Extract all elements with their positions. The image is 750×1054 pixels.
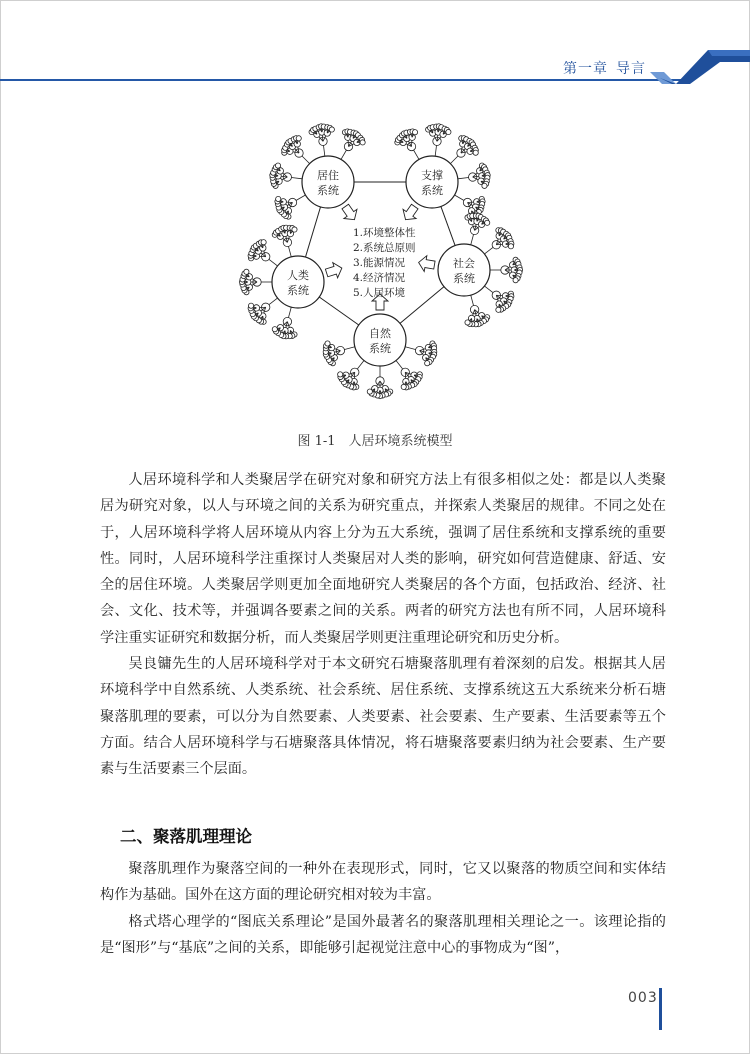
connector-line — [305, 207, 320, 257]
page-number-bar — [659, 988, 662, 1030]
paragraph: 吴良镛先生的人居环境科学对于本文研究石塘聚落肌理有着深刻的启发。根据其人居环境科学中自然系统、人类系统、社会系统、居住系统、支撑系统这五大系统来分析石塘聚落肌理的要素，可以分为自然要素、人类要素、社会要素、生产要素、生活要素等五个方面。结合人居环境科学与石塘聚落具体情况，将石塘聚落要素归纳为社会要素、生产要素与生活要素三个层面。 — [100, 656, 666, 778]
node-label-line1: 人类 — [287, 269, 309, 282]
paragraph: 人居环境科学和人类聚居学在研究对象和研究方法上有很多相似之处：都是以人类聚居为研究对象，以人与环境之间的关系为研究重点，并探索人类聚居的规律。不同之处在于，人居环境科学将人居环境从内容上分为五大系统，强调了居住系统和支撑系统的重要性。同时，人居环境科学注重探讨人类聚居对人类的影响，研究如何营造健康、舒适、安全的居住环境。人类聚居学则更加全面地研究人类聚居的各个方面，包括政治、经济、社会、文化、技术等，并强调各要素之间的关系。两者的研究方法也有所不同，人居环境科学注重实证研究和数据分析，而人类聚居学则更注重理论研究和历史分析。 — [100, 472, 666, 646]
chapter-label: 第一章 — [563, 61, 608, 77]
node-circle — [354, 314, 406, 366]
paragraph: 格式塔心理学的“图底关系理论”是国外最著名的聚落肌理相关理论之一。该理论指的是“图形”与“基底”之间的关系，即能够引起视觉注意中心的事物成为“图”， — [100, 913, 666, 956]
system-model-figure — [210, 98, 530, 423]
figure-caption — [0, 430, 750, 449]
connector-line — [441, 206, 455, 245]
running-header — [0, 50, 750, 80]
node-label-line2: 系统 — [421, 184, 443, 197]
chevron-decoration-icon — [650, 50, 750, 84]
node-label-line1: 居住 — [317, 169, 339, 182]
arrow-icon — [419, 256, 435, 272]
principle-item: 2.系统总原则 — [353, 242, 416, 254]
node-support — [395, 124, 490, 219]
node-label-line2: 系统 — [369, 342, 391, 355]
header-rule — [0, 79, 690, 81]
chapter-heading — [563, 58, 646, 78]
node-circle — [272, 256, 324, 308]
node-human — [239, 225, 324, 339]
body-text-1 — [100, 467, 666, 783]
node-residence — [270, 124, 365, 219]
node-label-line2: 系统 — [317, 184, 339, 197]
body-text-2 — [100, 856, 666, 961]
arrow-icon — [325, 263, 341, 278]
section-title: 二、聚落肌理理论 — [120, 827, 252, 846]
node-label-line1: 支撑 — [421, 169, 443, 182]
figure-label: 图 1-1 — [297, 434, 336, 449]
arrow-icon — [403, 204, 418, 219]
principle-item: 1.环境整体性 — [353, 227, 416, 239]
chapter-title: 导言 — [616, 61, 646, 77]
paragraph: 聚落肌理作为聚落空间的一种外在表现形式，同时，它又以聚落的物质空间和实体结构作为基础。国外在这方面的理论研究相对较为丰富。 — [100, 861, 666, 904]
figure-title: 人居环境系统模型 — [348, 434, 453, 449]
principle-item: 3.能源情况 — [353, 257, 406, 269]
connector-line — [400, 287, 444, 324]
node-circle — [438, 244, 490, 296]
connector-line — [319, 297, 359, 325]
page-number: 003 — [628, 990, 658, 1006]
arrow-icon — [342, 204, 357, 219]
node-circle — [406, 156, 458, 208]
principle-item: 4.经济情况 — [353, 272, 406, 284]
node-circle — [302, 156, 354, 208]
node-label-line2: 系统 — [453, 272, 475, 285]
node-social — [438, 213, 523, 327]
node-nature — [323, 314, 437, 399]
node-label-line1: 社会 — [453, 257, 475, 270]
node-label-line1: 自然 — [369, 327, 391, 340]
node-label-line2: 系统 — [287, 284, 309, 297]
principle-item: 5.人居环境 — [353, 287, 406, 299]
